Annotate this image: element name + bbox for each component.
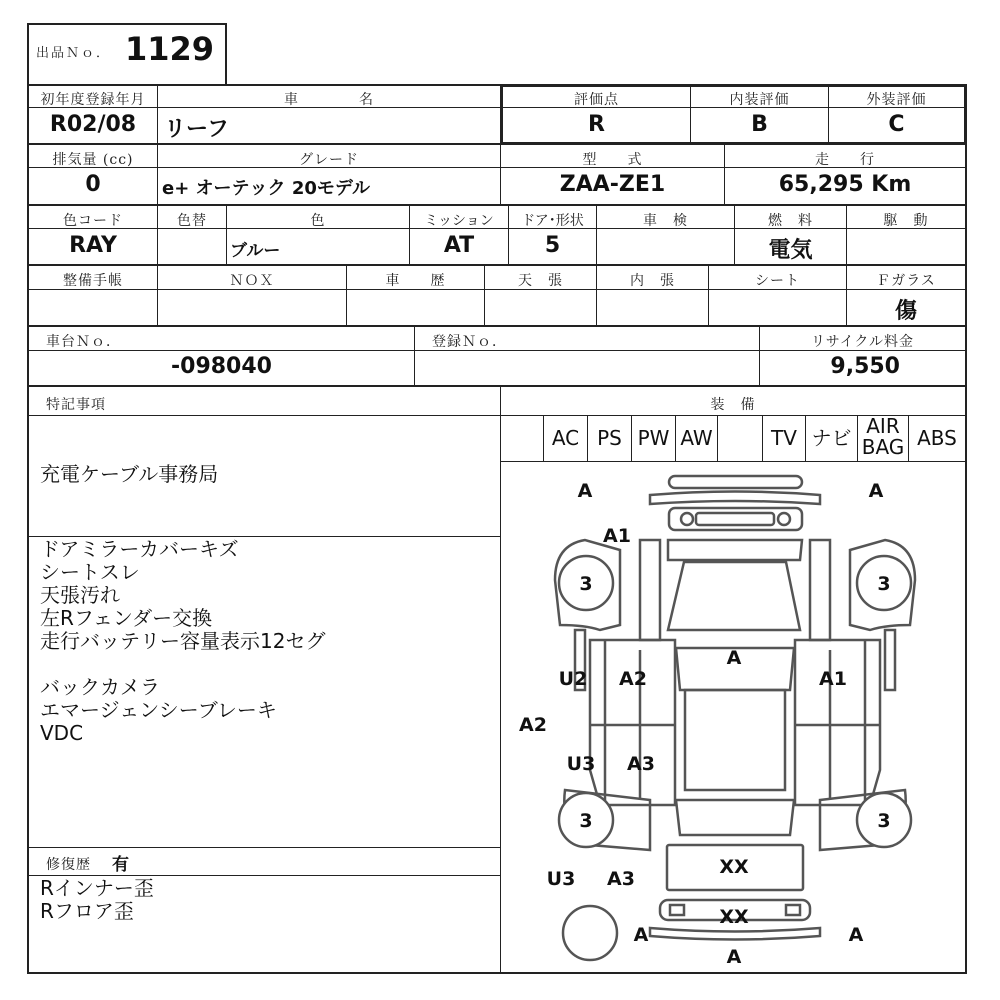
registration-label: 登録Ｎｏ．	[432, 334, 507, 350]
equipment-tv: TV	[771, 426, 797, 450]
chassis-value: -098040	[171, 354, 272, 379]
displacement-value: 0	[85, 172, 101, 197]
fuel-label: 燃 料	[768, 213, 813, 229]
lot-label: 出品Ｎｏ．	[36, 46, 112, 61]
doors-label: ドア･形状	[521, 213, 584, 229]
recycle-label: リサイクル料金	[810, 334, 915, 350]
lot-number: 1129	[125, 30, 215, 68]
equipment-abs: ABS	[917, 426, 957, 450]
damage-mark: A	[577, 480, 593, 502]
repair-history-value: 有	[112, 855, 129, 875]
fglass-value: 傷	[894, 299, 917, 324]
score-value: R	[588, 112, 605, 137]
equipment-pw: PW	[637, 426, 670, 450]
mileage-label: 走 行	[815, 152, 875, 168]
repaint-label: 色替	[177, 213, 207, 229]
notes-text-primary: 充電ケーブル事務局	[40, 462, 219, 486]
damage-mark: XX	[719, 906, 749, 928]
car-name-label: 車 名	[284, 92, 374, 108]
damage-mark: A1	[603, 525, 631, 547]
damage-mark: 3	[579, 810, 593, 832]
repair-text: Rインナー歪 Rフロア歪	[40, 876, 154, 923]
displacement-label: 排気量 (cc)	[52, 152, 134, 168]
equipment-ps: PS	[597, 426, 622, 450]
seat-label: シート	[755, 273, 800, 289]
mileage-value: 65,295 Km	[778, 172, 912, 197]
damage-mark: A2	[619, 668, 647, 690]
exterior-value: C	[888, 112, 905, 137]
damage-mark: A2	[519, 714, 547, 736]
doors-value: 5	[544, 233, 561, 258]
damage-mark: A3	[607, 868, 635, 890]
damage-mark: A	[868, 480, 884, 502]
damage-mark: A	[848, 924, 864, 946]
car-name-value: リーフ	[164, 117, 229, 142]
color-code-label: 色コード	[63, 213, 123, 229]
model-value: ZAA-ZE1	[559, 172, 666, 197]
year-value: R02/08	[49, 112, 137, 137]
history-label: 車 歴	[385, 273, 446, 289]
damage-mark: A3	[627, 753, 655, 775]
manual-label: 整備手帳	[63, 273, 123, 289]
chassis-label: 車台Ｎｏ．	[46, 334, 121, 350]
notes-label: 特記事項	[46, 397, 106, 413]
damage-mark: U3	[546, 868, 576, 890]
equipment-ac: AC	[551, 426, 580, 450]
damage-mark: XX	[719, 856, 749, 878]
fuel-value: 電気	[768, 238, 813, 263]
notes-text-secondary: ドアミラーカバーキズ シートスレ 天張汚れ 左Rフェンダー交換 走行バッテリー容量表示12セグ バックカメラ エマージェンシーブレーキ VDC	[40, 537, 326, 745]
damage-mark: A	[726, 946, 742, 968]
grade-value: e+ オーテック 20モデル	[162, 178, 370, 199]
roof-label: 天 張	[518, 273, 563, 289]
damage-mark: 3	[877, 573, 891, 595]
equipment-label: 装 備	[710, 397, 756, 413]
equipment-aw: AW	[680, 426, 713, 450]
repair-history-label: 修復歴	[46, 857, 91, 873]
damage-mark: U2	[558, 668, 588, 690]
damage-mark: 3	[579, 573, 593, 595]
model-label: 型 式	[582, 152, 643, 168]
lining-label: 内 張	[630, 273, 675, 289]
nox-label: ＮＯＸ	[229, 273, 275, 289]
interior-label: 内装評価	[729, 92, 790, 108]
score-label: 評価点	[574, 92, 619, 108]
damage-mark: A	[726, 647, 742, 669]
mission-label: ミッション	[424, 213, 494, 229]
color-label: 色	[310, 213, 326, 229]
damage-mark: U3	[566, 753, 596, 775]
interior-value: B	[751, 112, 768, 137]
color-value: ブルー	[230, 241, 281, 261]
color-code-value: RAY	[69, 233, 117, 258]
exterior-label: 外装評価	[866, 92, 927, 108]
equipment-airbag: AIR BAG	[861, 414, 905, 459]
inspection-label: 車 検	[643, 213, 688, 229]
damage-mark: A1	[819, 668, 847, 690]
fglass-label: Ｆガラス	[876, 273, 936, 289]
mission-value: AT	[443, 233, 475, 258]
equipment-navi: ナビ	[811, 426, 852, 450]
year-label: 初年度登録年月	[40, 92, 146, 108]
grade-label: グレード	[299, 152, 359, 168]
drive-label: 駆 動	[883, 213, 929, 229]
damage-mark: 3	[877, 810, 891, 832]
recycle-value: 9,550	[830, 354, 900, 379]
damage-mark: A	[633, 924, 649, 946]
